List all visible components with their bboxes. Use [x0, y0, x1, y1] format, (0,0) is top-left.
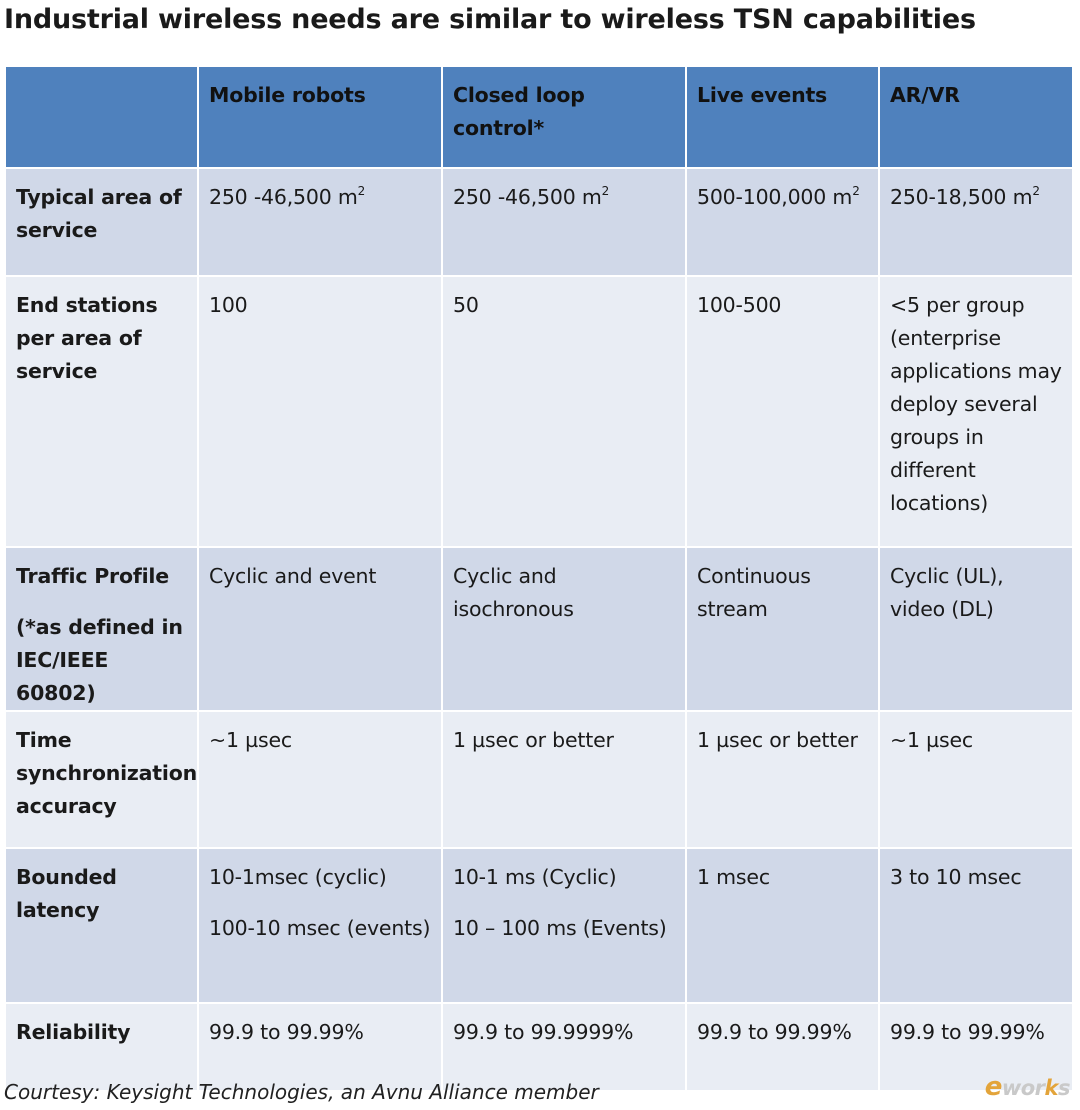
table-row-area-of-service — [5, 168, 1073, 276]
table-cell — [442, 848, 686, 1003]
table-cell: Cyclic and isochronous — [442, 547, 686, 711]
cell-text: 250-18,500 m — [890, 185, 1033, 209]
cell-text: 250 -46,500 m — [209, 185, 358, 209]
table-cell: 1 µsec or better — [442, 711, 686, 848]
watermark-letter: s — [1058, 1076, 1070, 1100]
row-header: Time synchronization accuracy — [5, 711, 198, 848]
column-header-mobile-robots: Mobile robots — [198, 66, 442, 168]
watermark-letter: wor — [1001, 1076, 1045, 1100]
table-row-bounded-latency — [5, 848, 1073, 1003]
cell-text: 10-1msec (cyclic) — [209, 865, 387, 889]
superscript: 2 — [1032, 184, 1040, 198]
table-cell: Cyclic and event — [198, 547, 442, 711]
row-header-note: (*as defined in IEC/IEEE 60802) — [16, 615, 183, 705]
table-cell: 100-500 — [686, 276, 879, 547]
column-header-ar-vr: AR/VR — [879, 66, 1073, 168]
watermark-letter: k — [1044, 1076, 1058, 1100]
watermark-letter: e — [984, 1072, 1002, 1102]
eworks-watermark-logo — [985, 1072, 1070, 1102]
page-title: Industrial wireless needs are similar to wireless TSN capabilities — [4, 4, 976, 35]
row-header: Typical area of service — [5, 168, 198, 276]
row-header: Reliability — [5, 1003, 198, 1091]
table-cell: 99.9 to 99.99% — [198, 1003, 442, 1091]
table-cell: Continuous stream — [686, 547, 879, 711]
column-header-closed-loop-control: Closed loop control* — [442, 66, 686, 168]
superscript: 2 — [852, 184, 860, 198]
cell-text-secondary: 10 – 100 ms (Events) — [453, 916, 667, 940]
table-cell — [198, 848, 442, 1003]
row-header: Bounded latency — [5, 848, 198, 1003]
table-cell — [686, 168, 879, 276]
table-cell: Cyclic (UL), video (DL) — [879, 547, 1073, 711]
courtesy-caption: Courtesy: Keysight Technologies, an Avnu Alliance member — [4, 1080, 599, 1104]
superscript: 2 — [357, 184, 366, 198]
cell-text: 250 -46,500 m — [453, 185, 602, 209]
table-cell: 100 — [198, 276, 442, 547]
table-cell — [442, 168, 686, 276]
table-cell: 99.9 to 99.9999% — [442, 1003, 686, 1091]
row-header — [5, 547, 198, 711]
header-corner — [5, 66, 198, 168]
table-cell — [198, 168, 442, 276]
table-row-reliability — [5, 1003, 1073, 1091]
table-cell: 99.9 to 99.99% — [879, 1003, 1073, 1091]
table-row-traffic-profile — [5, 547, 1073, 711]
row-header-label: Traffic Profile — [16, 564, 169, 588]
row-header: End stations per area of service — [5, 276, 198, 547]
table-row-time-sync — [5, 711, 1073, 848]
table-cell: ~1 µsec — [198, 711, 442, 848]
column-header-live-events: Live events — [686, 66, 879, 168]
table-cell: <5 per group (enterprise applications may deploy several groups in different locations) — [879, 276, 1073, 547]
superscript: 2 — [601, 184, 610, 198]
table-cell: 1 msec — [686, 848, 879, 1003]
table-header-row — [5, 66, 1073, 168]
cell-text: 500-100,000 m — [697, 185, 853, 209]
table-cell: 99.9 to 99.99% — [686, 1003, 879, 1091]
cell-text: 10-1 ms (Cyclic) — [453, 865, 617, 889]
requirements-table — [4, 65, 1074, 1092]
table-cell: 50 — [442, 276, 686, 547]
cell-text-secondary: 100-10 msec (events) — [209, 916, 431, 940]
table-cell: ~1 µsec — [879, 711, 1073, 848]
table-cell: 3 to 10 msec — [879, 848, 1073, 1003]
table-row-end-stations — [5, 276, 1073, 547]
table-cell: 1 µsec or better — [686, 711, 879, 848]
table-cell — [879, 168, 1073, 276]
